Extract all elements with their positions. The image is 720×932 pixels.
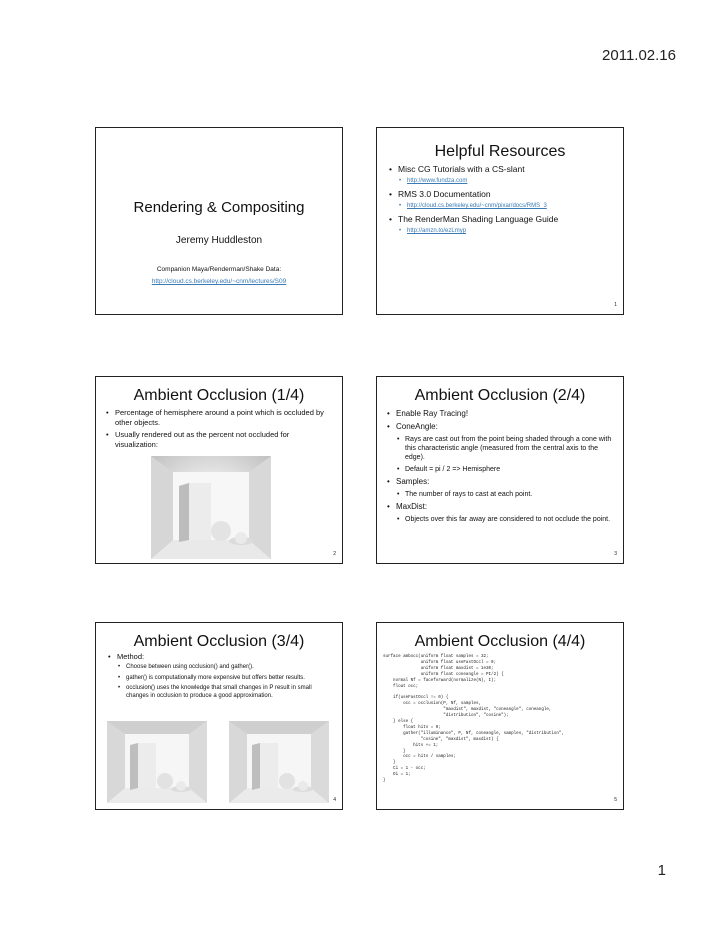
resource-link[interactable]: • http://amzn.to/ezLmyp <box>389 227 615 236</box>
sub-bullet-item: • Rays are cast out from the point being shaded through a cone with this characteristic angle (measured from the central axis to the edge). <box>387 435 615 462</box>
slide-helpful-resources <box>376 127 624 315</box>
slide-title-text: Rendering & Compositing <box>133 199 305 216</box>
page-number: 1 <box>657 862 666 879</box>
slide-heading: Helpful Resources <box>434 143 566 160</box>
sub-bullet-item: • gather() is computationally more expensive but offers better results. <box>108 675 334 683</box>
author-name: Jeremy Huddleston <box>175 235 263 246</box>
occlusion-render <box>151 456 271 559</box>
slide-heading: Ambient Occlusion (1/4) <box>133 387 305 404</box>
slide-title <box>95 127 343 315</box>
bullet-item: • RMS 3.0 Documentation <box>389 189 615 199</box>
bullet-item: • Method: <box>108 652 334 661</box>
bullet-item: • Percentage of hemisphere around a point which is occluded by other objects. <box>106 408 334 427</box>
sub-bullet-item: • Objects over this far away are considered to not occlude the point. <box>387 515 615 524</box>
sub-bullet-item: • Default = pi / 2 => Hemisphere <box>387 465 615 474</box>
slide-number: 3 <box>614 551 617 557</box>
companion-link[interactable]: http://cloud.cs.berkeley.edu/~cnm/lectures/S09 <box>151 278 287 285</box>
resource-link[interactable]: • http://cloud.cs.berkeley.edu/~cnm/pixar/docs/RMS_3 <box>389 202 615 211</box>
companion-label: Companion Maya/Renderman/Shake Data: <box>156 266 282 273</box>
slide-ambient-occlusion-4 <box>376 622 624 810</box>
bullet-item: • MaxDist: <box>387 502 615 512</box>
resource-link[interactable]: • http://www.fundza.com <box>389 177 615 186</box>
sub-bullet-item: • Choose between using occlusion() and gather(). <box>108 664 334 672</box>
occlusion-render-right <box>229 721 329 803</box>
slide-heading: Ambient Occlusion (2/4) <box>414 387 586 404</box>
slide-heading: Ambient Occlusion (3/4) <box>133 633 305 650</box>
bullet-item: • Enable Ray Tracing! <box>387 409 615 419</box>
bullet-item: • Samples: <box>387 477 615 487</box>
bullet-item: • Usually rendered out as the percent not occluded for visualization: <box>106 430 334 449</box>
bullet-item: • The RenderMan Shading Language Guide <box>389 214 615 224</box>
slide-heading: Ambient Occlusion (4/4) <box>414 633 586 650</box>
slide-number: 4 <box>333 797 336 803</box>
slide-ambient-occlusion-1 <box>95 376 343 564</box>
slide-number: 5 <box>614 797 617 803</box>
bullet-item: • Misc CG Tutorials with a CS-slant <box>389 164 615 174</box>
sub-bullet-item: • The number of rays to cast at each point. <box>387 490 615 499</box>
slide-ambient-occlusion-3 <box>95 622 343 810</box>
print-date: 2011.02.16 <box>602 47 676 64</box>
sub-bullet-item: • occlusion() uses the knowledge that small changes in P result in small changes in occlusion to produce a good approximation. <box>108 685 334 700</box>
slide-number: 2 <box>333 551 336 557</box>
shader-code: surface ambocc(uniform float samples = 32; uniform float useFastOccl = 0; uniform float maxdist = 1e30; uniform float coneangle = PI/2) { normal Nf = faceforward(normalize(N), I); float occ; if(useFastOccl != 0) { occ = occlusion(P, Nf, samples, "maxdist", maxdist, "coneangle", coneangle, "distribution", "cosine"); } else { float hits = 0; gather("illuminance", P, Nf, coneangle, samples, "distribution", "cosine", "maxdist", maxdist) { hits += 1; } occ = hits / samples; } Ci = 1 - occ; Oi = 1; } <box>383 655 564 784</box>
occlusion-render-left <box>107 721 207 803</box>
slide-ambient-occlusion-2 <box>376 376 624 564</box>
bullet-item: • ConeAngle: <box>387 422 615 432</box>
slide-number: 1 <box>614 302 617 308</box>
